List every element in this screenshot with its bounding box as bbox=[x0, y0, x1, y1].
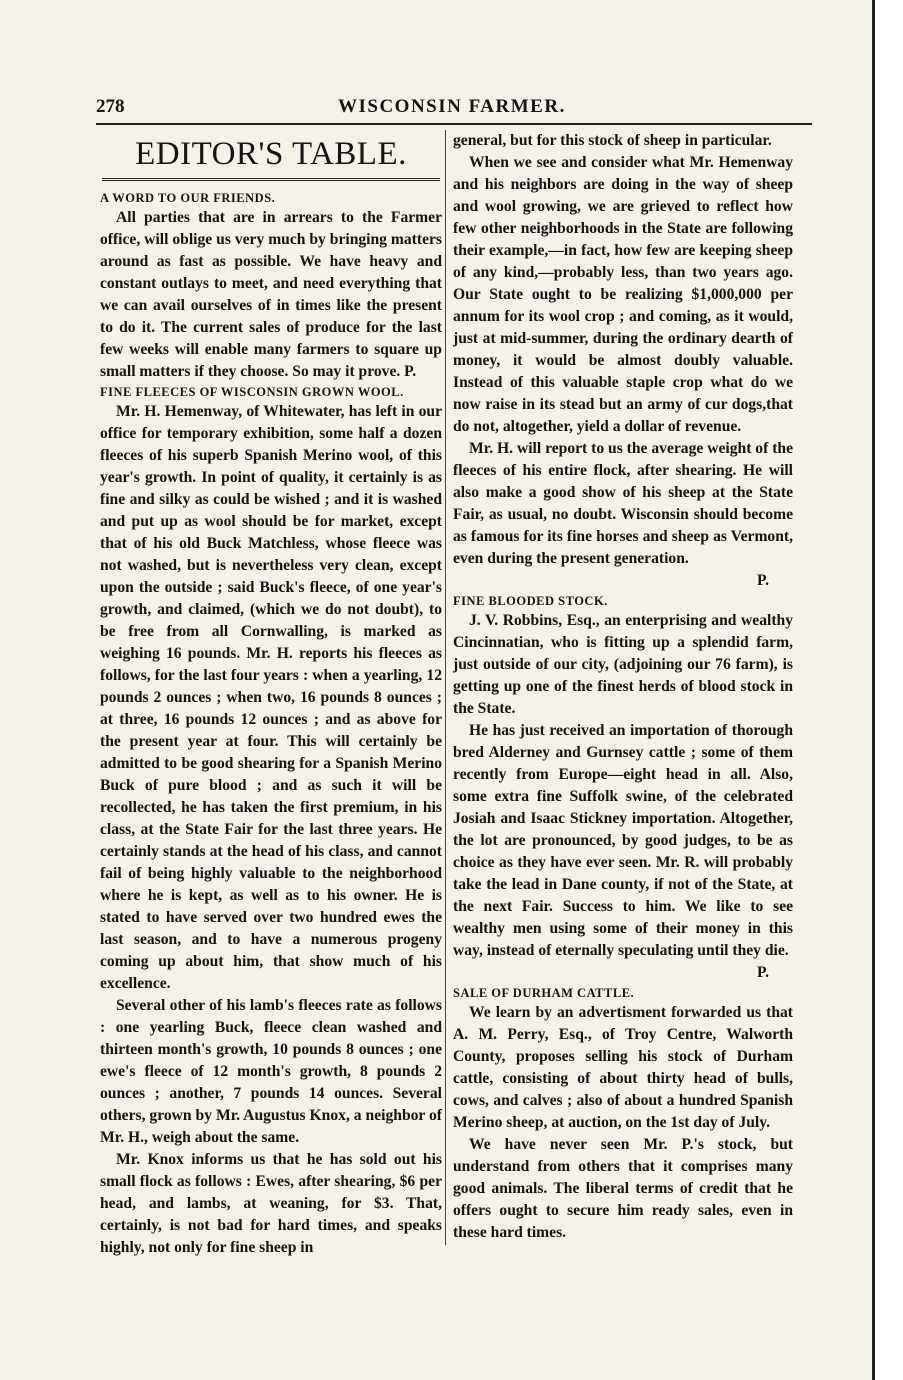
page-number: 278 bbox=[96, 96, 125, 117]
fine-fleeces-paragraph-4: When we see and consider what Mr. Hemenway and his neighbors are doing in the way of sheep and wool growing, we are grieved to reflect how few other neighborhoods in the State are following their example,—in fact, how few are keeping sheep of any kind,—probably less, than two years ago. Our State ought to be realizing $1,000,000 per annum for its wool crop ; and coming, as it would, just at mid-summer, during the ordinary dearth of money, it would be almost doubly valuable. Instead of this valuable staple crop what do we now raise in its stead but an army of cur dogs,that do not, altogether, yield a dollar of revenue. bbox=[453, 154, 793, 435]
section-heading-word-to-friends: A WORD TO OUR FRIENDS. bbox=[100, 191, 276, 205]
page-header bbox=[96, 96, 816, 122]
fine-fleeces-paragraph-5: Mr. H. will report to us the average weight of the fleeces of his entire flock, after shearing. He will also make a good show of his sheep at the State Fair, as usual, no doubt. Wisconsin should become as famous for its fine horses and sheep as Vermont, even during the present generation. bbox=[453, 440, 793, 567]
editors-table-title: EDITOR'S TABLE. bbox=[135, 136, 407, 172]
fine-blooded-stock-signature: P. bbox=[757, 964, 769, 981]
durham-cattle-paragraph-1: We learn by an advertisment forwarded us that A. M. Perry, Esq., of Troy Centre, Walworth County, proposes selling his stock of Durham cattle, consisting of about thirty head of bulls, cows, and calves ; also of about a hundred Spanish Merino sheep, at auction, on the 1st day of July. bbox=[453, 1004, 793, 1131]
word-to-friends-text: All parties that are in arrears to the Farmer office, will oblige us very much by bringing matters around as fast as possible. We have heavy and constant outlays to meet, and need everything that we can avail ourselves of in times like the present to do it. The current sales of produce for the last few weeks will enable many farmers to square up small matters if they choose. So may it prove. P. bbox=[100, 209, 442, 380]
fine-fleeces-paragraph-2: Several other of his lamb's fleeces rate as follows : one yearling Buck, fleece clean washed and thirteen month's growth, 10 pounds 8 ounces ; one ewe's fleece of 12 month's growth, 8 pounds 2 ounces ; another, 7 pounds 14 ounces. Several others, grown by Mr. Augustus Knox, a neighbor of Mr. H., weigh about the same. bbox=[100, 997, 442, 1146]
fine-blooded-stock-paragraph-1: J. V. Robbins, Esq., an enterprising and wealthy Cincinnatian, who is fitting up a splendid farm, just outside of our city, (adjoining our 76 farm), is getting up one of the finest herds of blood stock in the State. bbox=[453, 612, 793, 717]
running-head: WISCONSIN FARMER. bbox=[338, 96, 566, 117]
section-heading-fine-fleeces: FINE FLEECES OF WISCONSIN GROWN WOOL. bbox=[100, 385, 404, 399]
right-column bbox=[453, 130, 793, 1244]
column-divider bbox=[445, 130, 446, 1245]
durham-cattle-paragraph-2: We have never seen Mr. P.'s stock, but understand from others that it comprises many good animals. The liberal terms of credit that he offers ought to secure him ready sales, even in these hard times. bbox=[453, 1136, 793, 1241]
fine-fleeces-paragraph-1: Mr. H. Hemenway, of Whitewater, has left in our office for temporary exhibition, some half a dozen fleeces of his superb Spanish Merino wool, of this year's growth. In point of quality, it certainly is as fine and silky as could be wished ; and it is washed and put up as wool should be for market, except that of his old Buck Matchless, whose fleece was not washed, but is nevertheless very clean, except upon the outside ; said Buck's fleece, of one year's growth, and claimed, (which we do not doubt), to be free from all Cornwalling, is marked as weighing 16 pounds. Mr. H. reports his fleeces as follows, for the last four years : when a yearling, 12 pounds 2 ounces ; when two, 16 pounds 8 ounces ; at three, 16 pounds 12 ounces ; and as above for the present year at four. This will certainly be admitted to be good shearing for a Spanish Merino Buck of pure blood ; and as such it will be recollected, he has taken the first premium, in his class, at the State Fair for the last three years. He certainly stands at the head of his class, and cannot fail of being highly valuable to the neighborhood where he is kept, as well as to his owner. He is stated to have served over two hundred ewes the last season, and to have a numerous progeny coming up about him, that show much of his excellence. bbox=[100, 403, 442, 992]
page-edge bbox=[872, 0, 903, 1380]
fine-blooded-stock-paragraph-2: He has just received an importation of thorough bred Alderney and Gurnsey cattle ; some of them recently from Europe—eight head in all. Also, some extra fine Suffolk swine, of the celebrated Josiah and Isaac Stickney importation. Altogether, the lot are pronounced, by good judges, to be as choice as they have ever seen. Mr. R. will probably take the lead in Dane county, if not of the State, at the next Fair. Success to him. We like to see wealthy men using some of their money in this way, instead of eternally speculating until they die. bbox=[453, 722, 793, 959]
fine-fleeces-continuation: general, but for this stock of sheep in particular. bbox=[453, 132, 772, 149]
section-heading-durham-cattle: SALE OF DURHAM CATTLE. bbox=[453, 986, 635, 1000]
fine-fleeces-signature: P. bbox=[757, 572, 769, 589]
title-rule bbox=[102, 178, 440, 181]
section-heading-fine-blooded-stock: FINE BLOODED STOCK. bbox=[453, 594, 608, 608]
left-column bbox=[100, 130, 442, 1259]
header-rule bbox=[96, 123, 812, 125]
fine-fleeces-paragraph-3: Mr. Knox informs us that he has sold out his small flock as follows : Ewes, after shearing, $6 per head, and lambs, at weaning, for $3. That, certainly, is not bad for hard times, and speaks highly, not only for fine sheep in bbox=[100, 1151, 442, 1256]
